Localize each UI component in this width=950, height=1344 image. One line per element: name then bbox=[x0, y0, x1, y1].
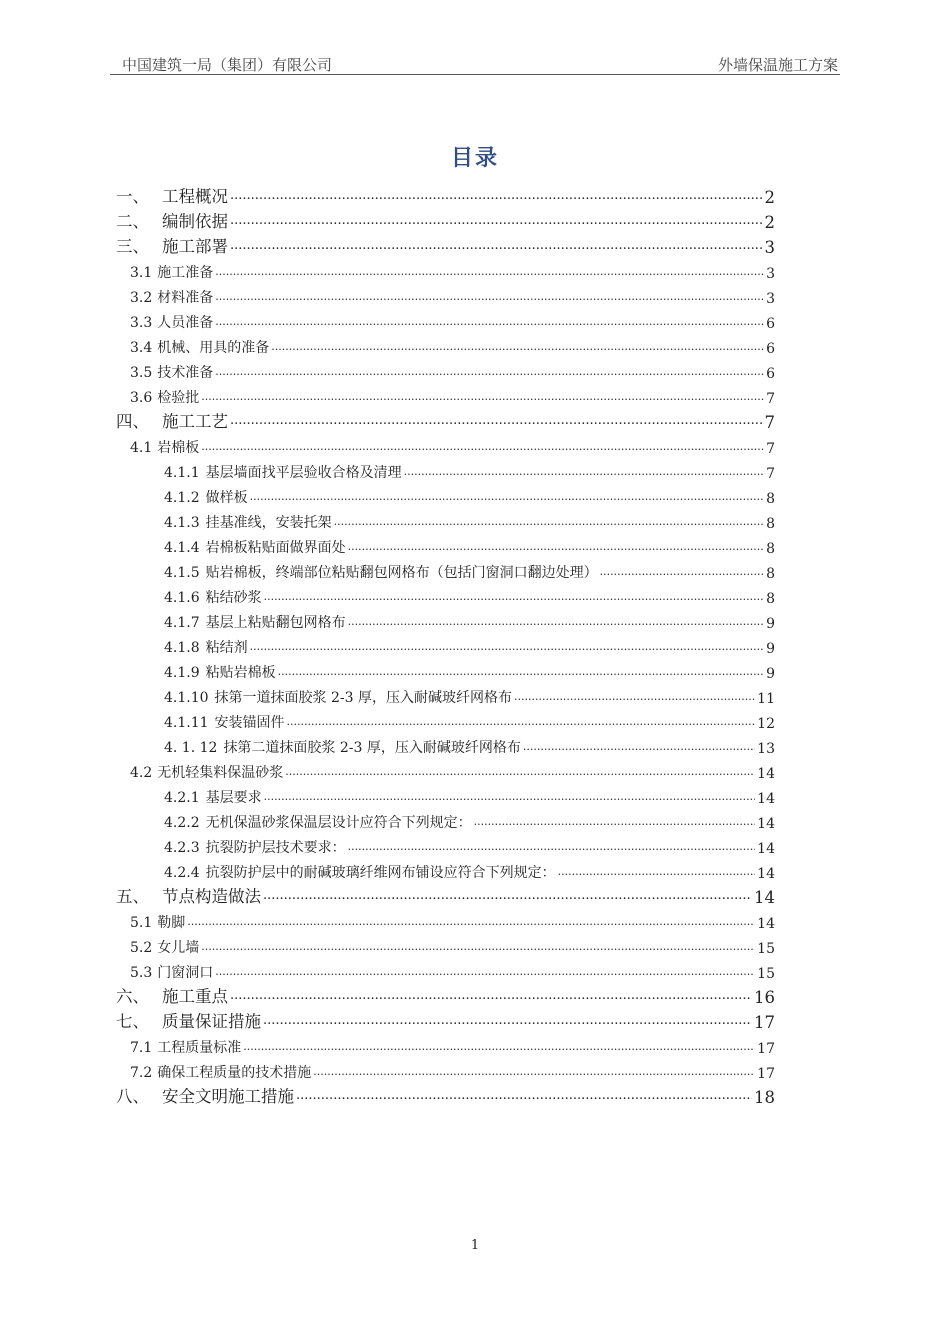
toc-entry-label bbox=[130, 962, 213, 982]
toc-entry-page: 9 bbox=[766, 666, 775, 682]
toc-entry-text: 岩棉板 bbox=[157, 440, 200, 456]
toc-entry-label bbox=[130, 262, 213, 282]
toc-entry-label bbox=[130, 287, 213, 307]
toc-entry-number: 二、 bbox=[116, 212, 149, 231]
toc-leader-dots bbox=[264, 790, 756, 803]
toc-entry-text: 工程质量标准 bbox=[157, 1040, 242, 1056]
toc-entry[interactable] bbox=[164, 560, 775, 582]
toc-entry-number: 3.5 bbox=[130, 365, 153, 381]
toc-leader-dots bbox=[271, 340, 764, 353]
toc-entry[interactable] bbox=[130, 360, 775, 382]
toc-entry-number: 4.1.6 bbox=[164, 590, 200, 606]
toc-entry[interactable] bbox=[164, 660, 775, 682]
toc-entry-page: 17 bbox=[757, 1041, 775, 1057]
toc-entry-text: 检验批 bbox=[157, 390, 200, 406]
toc-entry-text: 施工部署 bbox=[162, 237, 228, 256]
toc-entry-page: 18 bbox=[754, 1088, 775, 1107]
toc-entry[interactable] bbox=[164, 485, 775, 507]
toc-entry-page: 6 bbox=[766, 341, 775, 357]
toc-entry-text: 基层墙面找平层验收合格及清理 bbox=[205, 465, 402, 481]
toc-entry-page: 15 bbox=[757, 966, 775, 982]
toc-leader-dots bbox=[285, 765, 755, 778]
toc-leader-dots bbox=[215, 965, 755, 978]
toc-entry[interactable] bbox=[130, 385, 775, 407]
toc-entry-label bbox=[164, 512, 332, 532]
toc-entry-page: 7 bbox=[766, 441, 775, 457]
page-number: 1 bbox=[470, 1238, 480, 1253]
toc-entry-page: 7 bbox=[766, 391, 775, 407]
toc-entry[interactable] bbox=[116, 985, 775, 1007]
toc-entry-text: 粘结剂 bbox=[205, 640, 248, 656]
toc-entry[interactable] bbox=[130, 910, 775, 932]
toc-entry-page: 6 bbox=[766, 316, 775, 332]
toc-entry-page: 3 bbox=[766, 266, 775, 282]
toc-entry[interactable] bbox=[164, 460, 775, 482]
toc-entry-text: 安全文明施工措施 bbox=[162, 1087, 294, 1106]
toc-entry-page: 17 bbox=[757, 1066, 775, 1082]
toc-entry-number: 3.4 bbox=[130, 340, 153, 356]
toc-entry-number: 3.1 bbox=[130, 265, 153, 281]
toc-entry-label bbox=[164, 562, 598, 582]
toc-entry-label bbox=[130, 762, 283, 782]
toc-entry[interactable] bbox=[130, 285, 775, 307]
toc-entry[interactable] bbox=[130, 260, 775, 282]
toc-entry-label bbox=[164, 612, 346, 632]
toc-entry[interactable] bbox=[164, 710, 775, 732]
toc-entry-number: 4.1.10 bbox=[164, 690, 209, 706]
toc-entry[interactable] bbox=[130, 760, 775, 782]
toc-entry[interactable] bbox=[130, 335, 775, 357]
toc-entry-label bbox=[116, 208, 228, 232]
toc-leader-dots bbox=[215, 290, 764, 303]
toc-leader-dots bbox=[278, 665, 764, 678]
toc-leader-dots bbox=[287, 715, 756, 728]
toc-leader-dots bbox=[230, 213, 763, 228]
toc-entry-label bbox=[116, 183, 228, 207]
toc-entry[interactable] bbox=[130, 1035, 775, 1057]
toc-leader-dots bbox=[250, 490, 764, 503]
toc-leader-dots bbox=[348, 615, 764, 628]
toc-leader-dots bbox=[334, 515, 764, 528]
toc-entry-number: 六、 bbox=[116, 987, 149, 1006]
toc-entry-label bbox=[130, 312, 213, 332]
toc-entry-number: 4.1.2 bbox=[164, 490, 200, 506]
toc-leader-dots bbox=[348, 540, 764, 553]
toc-entry[interactable] bbox=[164, 785, 775, 807]
toc-entry[interactable] bbox=[164, 610, 775, 632]
toc-entry[interactable] bbox=[116, 885, 775, 907]
toc-leader-dots bbox=[250, 640, 764, 653]
toc-entry-page: 8 bbox=[766, 566, 775, 582]
toc-entry[interactable] bbox=[164, 510, 775, 532]
toc-entry-page: 16 bbox=[754, 988, 775, 1007]
toc-entry[interactable] bbox=[164, 535, 775, 557]
toc-entry-page: 9 bbox=[766, 641, 775, 657]
toc-entry[interactable] bbox=[116, 1010, 775, 1032]
toc-entry-text: 门窗洞口 bbox=[157, 965, 214, 981]
toc-leader-dots bbox=[230, 988, 752, 1003]
toc-entry-text: 粘贴岩棉板 bbox=[205, 665, 276, 681]
toc-leader-dots bbox=[348, 840, 756, 853]
toc-entry-page: 3 bbox=[764, 238, 775, 257]
toc-entry[interactable] bbox=[164, 735, 775, 757]
toc-entry-number: 4.2.4 bbox=[164, 865, 200, 881]
toc-entry-page: 12 bbox=[757, 716, 775, 732]
toc-entry-page: 8 bbox=[766, 491, 775, 507]
toc-entry-number: 4.2.2 bbox=[164, 815, 200, 831]
toc-entry-page: 11 bbox=[757, 691, 775, 707]
toc-leader-dots bbox=[263, 888, 752, 903]
toc-entry-text: 做样板 bbox=[205, 490, 248, 506]
toc-entry-text: 技术准备 bbox=[157, 365, 214, 381]
toc-leader-dots bbox=[514, 690, 755, 703]
toc-entry-label bbox=[116, 983, 228, 1007]
toc-entry-page: 7 bbox=[764, 413, 775, 432]
toc-leader-dots bbox=[201, 940, 755, 953]
toc-leader-dots bbox=[523, 740, 755, 753]
toc-entry-number: 4.1.3 bbox=[164, 515, 200, 531]
toc-entry[interactable] bbox=[116, 210, 775, 232]
toc-entry-label bbox=[116, 1008, 261, 1032]
toc-entry-page: 15 bbox=[757, 941, 775, 957]
toc-entry-label bbox=[130, 1062, 311, 1082]
toc-entry-text: 施工准备 bbox=[157, 265, 214, 281]
toc-entry-number: 5.2 bbox=[130, 940, 153, 956]
toc-entry-number: 五、 bbox=[116, 887, 149, 906]
toc-entry-number: 4.1.5 bbox=[164, 565, 200, 581]
toc-entry-text: 无机轻集料保温砂浆 bbox=[157, 765, 284, 781]
page-header bbox=[110, 52, 840, 74]
toc-leader-dots bbox=[474, 815, 756, 828]
toc-entry-label bbox=[130, 937, 199, 957]
toc-entry-number: 7.2 bbox=[130, 1065, 153, 1081]
toc-entry-label bbox=[164, 462, 402, 482]
toc-entry-number: 4. 1. 12 bbox=[164, 740, 218, 756]
toc-entry-text: 勒脚 bbox=[157, 915, 186, 931]
toc-entry-label bbox=[164, 662, 276, 682]
toc-entry[interactable] bbox=[164, 585, 775, 607]
toc-leader-dots bbox=[404, 465, 764, 478]
toc-leader-dots bbox=[215, 265, 764, 278]
toc-entry-number: 3.2 bbox=[130, 290, 153, 306]
toc-entry[interactable] bbox=[116, 410, 775, 432]
toc-entry-text: 岩棉板粘贴面做界面处 bbox=[205, 540, 346, 556]
toc-entry-page: 8 bbox=[766, 591, 775, 607]
toc-entry-page: 14 bbox=[757, 841, 775, 857]
toc-entry[interactable] bbox=[164, 835, 775, 857]
toc-entry-page: 13 bbox=[757, 741, 775, 757]
toc-entry[interactable] bbox=[130, 310, 775, 332]
toc-entry[interactable] bbox=[164, 860, 775, 882]
header-doc-title: 外墙保温施工方案 bbox=[717, 56, 838, 74]
toc-entry-number: 一、 bbox=[116, 187, 149, 206]
toc-entry-number: 4.2.3 bbox=[164, 840, 200, 856]
toc-entry-number: 5.3 bbox=[130, 965, 153, 981]
toc-entry-text: 施工工艺 bbox=[162, 412, 228, 431]
toc-entry-label bbox=[116, 408, 228, 432]
toc-entry-number: 八、 bbox=[116, 1087, 149, 1106]
toc-entry-number: 四、 bbox=[116, 412, 149, 431]
toc-entry-page: 7 bbox=[766, 466, 775, 482]
toc-leader-dots bbox=[187, 915, 755, 928]
toc-leader-dots bbox=[264, 590, 764, 603]
toc-entry-text: 抗裂防护层技术要求： bbox=[205, 840, 346, 856]
toc-entry-label bbox=[164, 487, 248, 507]
toc-entry-page: 6 bbox=[766, 366, 775, 382]
toc-leader-dots bbox=[215, 315, 764, 328]
header-company: 中国建筑一局（集团）有限公司 bbox=[122, 56, 333, 74]
toc-entry-text: 抗裂防护层中的耐碱玻璃纤维网布铺设应符合下列规定： bbox=[205, 865, 556, 881]
toc-entry[interactable] bbox=[164, 685, 775, 707]
toc-entry-page: 14 bbox=[757, 816, 775, 832]
toc-leader-dots bbox=[600, 565, 764, 578]
toc-entry-text: 抹第二道抹面胶浆 2-3 厚，压入耐碱玻纤网格布 bbox=[223, 740, 521, 756]
toc-entry[interactable] bbox=[164, 635, 775, 657]
toc-entry-page: 9 bbox=[766, 616, 775, 632]
toc-entry-page: 3 bbox=[766, 291, 775, 307]
toc-entry-label bbox=[164, 712, 285, 732]
toc-entry-text: 施工重点 bbox=[162, 987, 228, 1006]
toc-entry-page: 2 bbox=[764, 213, 775, 232]
toc-entry-text: 编制依据 bbox=[162, 212, 228, 231]
toc-entry-label bbox=[130, 362, 213, 382]
toc-entry-number: 4.1.4 bbox=[164, 540, 200, 556]
toc-entry-text: 挂基准线，安装托架 bbox=[205, 515, 332, 531]
toc-entry-label bbox=[130, 912, 185, 932]
toc-entry-text: 女儿墙 bbox=[157, 940, 200, 956]
toc-entry-text: 无机保温砂浆保温层设计应符合下列规定： bbox=[205, 815, 472, 831]
toc-entry-number: 三、 bbox=[116, 237, 149, 256]
toc-entry-label bbox=[164, 787, 262, 807]
toc-entry-page: 14 bbox=[757, 791, 775, 807]
toc-entry-label bbox=[164, 862, 556, 882]
toc-entry-label bbox=[164, 812, 472, 832]
toc-entry-text: 机械、用具的准备 bbox=[157, 340, 270, 356]
toc-entry[interactable] bbox=[116, 185, 775, 207]
toc-title: 目录 bbox=[450, 145, 499, 171]
header-rule bbox=[110, 74, 840, 75]
toc-entry-label bbox=[116, 1083, 294, 1107]
toc-entry[interactable] bbox=[116, 235, 775, 257]
toc-entry[interactable] bbox=[130, 960, 775, 982]
toc-leader-dots bbox=[230, 413, 763, 428]
toc-entry-page: 8 bbox=[766, 541, 775, 557]
toc-entry[interactable] bbox=[164, 810, 775, 832]
toc-entry-text: 抹第一道抹面胶浆 2-3 厚，压入耐碱玻纤网格布 bbox=[214, 690, 512, 706]
toc-entry-label bbox=[164, 637, 248, 657]
toc-entry-number: 4.1.7 bbox=[164, 615, 200, 631]
toc-entry-number: 4.1.1 bbox=[164, 465, 200, 481]
toc-entry[interactable] bbox=[116, 1085, 775, 1107]
toc-entry-text: 安装锚固件 bbox=[214, 715, 285, 731]
toc-entry-text: 质量保证措施 bbox=[162, 1012, 261, 1031]
toc-entry-page: 8 bbox=[766, 516, 775, 532]
toc-leader-dots bbox=[230, 238, 763, 253]
toc-entry[interactable] bbox=[130, 435, 775, 457]
toc-entry-text: 基层要求 bbox=[205, 790, 262, 806]
toc-entry-number: 3.6 bbox=[130, 390, 153, 406]
toc-entry-number: 4.1.11 bbox=[164, 715, 209, 731]
toc-entry-number: 4.2 bbox=[130, 765, 153, 781]
toc-entry-text: 工程概况 bbox=[162, 187, 228, 206]
toc-leader-dots bbox=[215, 365, 764, 378]
toc-entry-page: 17 bbox=[754, 1013, 775, 1032]
toc-leader-dots bbox=[201, 440, 764, 453]
toc-leader-dots bbox=[263, 1013, 752, 1028]
toc-entry-number: 4.1 bbox=[130, 440, 153, 456]
toc-entry-page: 14 bbox=[754, 888, 775, 907]
toc-entry-text: 人员准备 bbox=[157, 315, 214, 331]
toc-entry-number: 4.1.9 bbox=[164, 665, 200, 681]
toc-entry-text: 基层上粘贴翻包网格布 bbox=[205, 615, 346, 631]
toc-leader-dots bbox=[201, 390, 764, 403]
toc-entry-label bbox=[116, 883, 261, 907]
toc-entry-number: 5.1 bbox=[130, 915, 153, 931]
toc-entry-label bbox=[130, 437, 199, 457]
toc-entry-number: 4.2.1 bbox=[164, 790, 200, 806]
toc-leader-dots bbox=[296, 1088, 752, 1103]
toc-entry-label bbox=[164, 587, 262, 607]
toc-entry-label bbox=[164, 737, 521, 757]
toc-entry-label bbox=[130, 337, 269, 357]
toc-entry-text: 材料准备 bbox=[157, 290, 214, 306]
toc-entry-label bbox=[116, 233, 228, 257]
toc-entry-label bbox=[164, 837, 346, 857]
toc-entry-number: 7.1 bbox=[130, 1040, 153, 1056]
toc-leader-dots bbox=[313, 1065, 755, 1078]
toc-entry-label bbox=[130, 1037, 241, 1057]
toc-leader-dots bbox=[243, 1040, 755, 1053]
toc-entry-page: 14 bbox=[757, 766, 775, 782]
toc-leader-dots bbox=[558, 865, 756, 878]
toc-entry-label bbox=[164, 687, 512, 707]
toc-entry-number: 七、 bbox=[116, 1012, 149, 1031]
toc-entry[interactable] bbox=[130, 1060, 775, 1082]
toc-leader-dots bbox=[230, 188, 763, 203]
toc-entry-text: 确保工程质量的技术措施 bbox=[157, 1065, 312, 1081]
toc-entry-text: 贴岩棉板，终端部位粘贴翻包网格布（包括门窗洞口翻边处理） bbox=[205, 565, 598, 581]
toc-entry-page: 14 bbox=[757, 866, 775, 882]
toc-entry-number: 4.1.8 bbox=[164, 640, 200, 656]
toc-entry-label bbox=[164, 537, 346, 557]
toc-entry[interactable] bbox=[130, 935, 775, 957]
toc-entry-text: 节点构造做法 bbox=[162, 887, 261, 906]
toc-entry-page: 2 bbox=[764, 188, 775, 207]
toc-entry-number: 3.3 bbox=[130, 315, 153, 331]
toc-entry-text: 粘结砂浆 bbox=[205, 590, 262, 606]
toc-entry-label bbox=[130, 387, 199, 407]
toc-entry-page: 14 bbox=[757, 916, 775, 932]
